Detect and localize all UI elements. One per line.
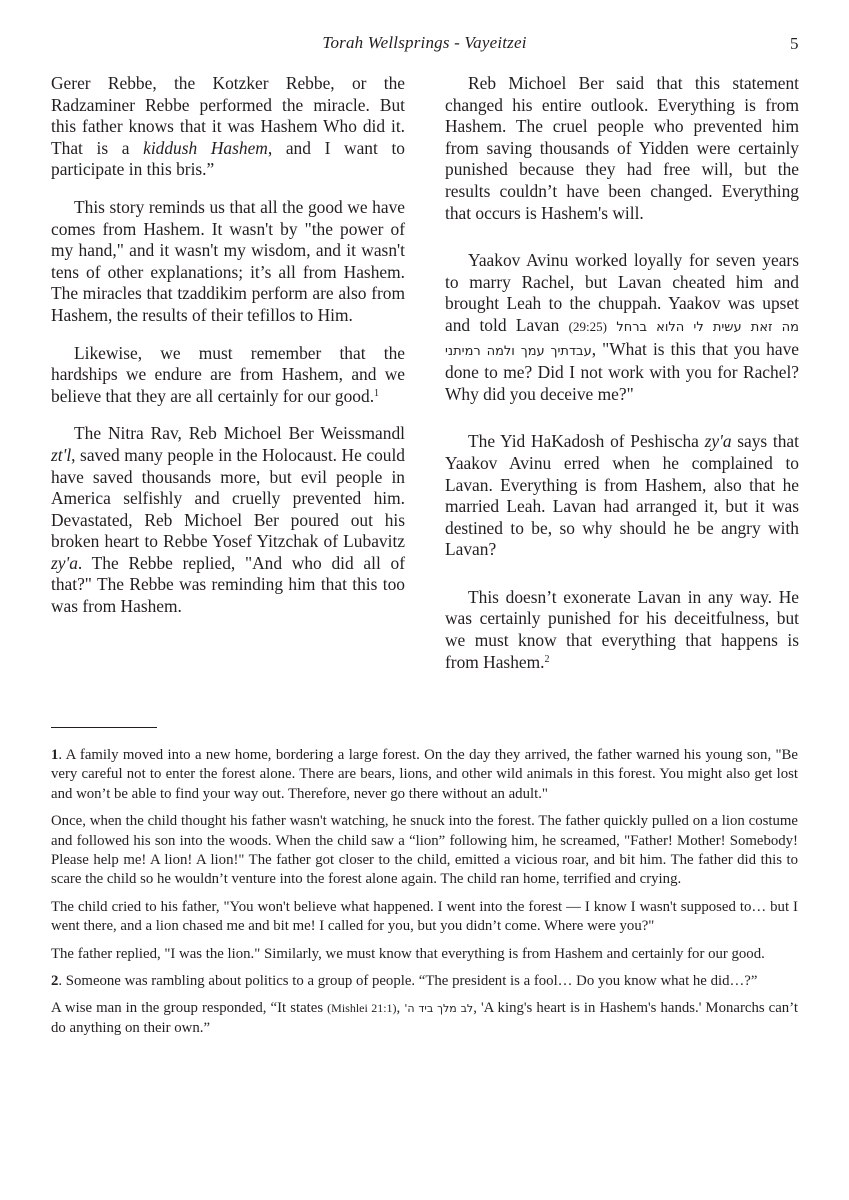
text: Likewise, we must remember that the hardships we endure are from Hashem, and we believe that they are all certainly for our good. [51, 342, 405, 406]
italic-term: zy'a [51, 552, 78, 573]
hebrew-quote: לב מלך ביד ה' [404, 1002, 474, 1016]
text: , [396, 1000, 405, 1017]
paragraph [445, 250, 799, 405]
footnote-ref-1[interactable]: 1 [374, 387, 380, 399]
footnote-ref-2[interactable]: 2 [544, 653, 550, 665]
text: The Yid HaKadosh of Peshischa [468, 431, 705, 452]
text: This doesn’t exonerate Lavan in any way. He was certainly punished for his deceitfulness, but we must know that everything that happens is from Hashem. [445, 586, 799, 672]
text: The Nitra Rav, Reb Michoel Ber Weissmandl [74, 423, 405, 444]
header-title: Torah Wellsprings - Vayeitzei [322, 33, 527, 52]
footnote-number: 1 [51, 747, 59, 763]
page-number: 5 [790, 34, 799, 53]
text: , 'A king's heart is in Hashem's hands.' Monarchs can’t do anything on their own.” [51, 1000, 798, 1036]
text: Yaakov Avinu worked loyally for seven years to marry Rachel, but Lavan cheated him and brought Leah to the chuppah. Yaakov was upset and told Lavan [445, 250, 799, 335]
running-header [0, 33, 849, 57]
citation: (29:25) [568, 318, 607, 334]
footnote-divider [51, 727, 157, 728]
text: Gerer Rebbe, the Kotzker Rebbe, or the Radzaminer Rebbe performed the miracle. But this father knows that it was Hashem Who did it. That is a [51, 73, 405, 158]
footnote-paragraph: The father replied, "I was the lion." Similarly, we must know that everything is from Hashem and certainly for our good. [51, 945, 765, 962]
footnotes [51, 746, 798, 1046]
footnote-number: 2 [51, 973, 59, 990]
italic-term: zy'a [704, 431, 732, 452]
text: says that Yaakov Avinu erred when he complained to Lavan. Everything is from Hashem, also that he married Leah. Lavan had arranged it, but it was destined to be, so why should he be angry with Lavan? [445, 431, 799, 560]
text: . A family moved into a new home, bordering a large forest. On the day they arrived, the father warned his young son, "Be very careful not to enter the forest alone. There are bears, lions, and other wild animals in this forest. You might also get lost and won’t be able to find your way out. Therefore, never go there without an adult." [51, 747, 798, 802]
text: , and I want to participate in this bris.” [51, 137, 405, 180]
footnote-paragraph [51, 999, 798, 1038]
paragraph [51, 423, 405, 617]
footnote-paragraph: Once, when the child thought his father wasn't watching, he snuck into the forest. The father quickly pulled on a lion costume and followed his son into the woods. When the child saw a “lion” following him, he screamed, "Father! Mother! Somebody! Please help me! A lion! A lion!" The father got closer to the child, emitted a vicious roar, and bit him. The father did this to scare the child so he wouldn’t venture into the forest alone again. The child ran home, terrified and crying. [51, 813, 798, 888]
footnote-1 [51, 746, 798, 804]
italic-term: kiddush Hashem [143, 137, 268, 158]
footnote-2 [51, 972, 798, 991]
left-column [51, 73, 405, 632]
footnote-paragraph: The child cried to his father, "You won't believe what happened. I went into the forest — I know I wasn't supposed to… but I went there, and a lion chased me and bit me! I called for you, but you didn’t come. Where were you?" [51, 898, 798, 935]
paragraph: This story reminds us that all the good we have comes from Hashem. It wasn't by "the power of my hand," and it wasn't my wisdom, and it wasn't tens of other explanations; it’s all from Hashem. The miracles that tzaddikim perform are also from Hashem, the results of their tefillos to Him. [51, 196, 405, 325]
paragraph: Reb Michoel Ber said that this statement changed his entire outlook. Everything is from Hashem. The cruel people who prevented him from saving thousands of Yidden were certainly punished because they had free will, but the results couldn’t have been changed. Everything that occurs is Hashem's will. [445, 73, 799, 223]
paragraph [445, 587, 799, 673]
text: . The Rebbe replied, "And who did all of that?" The Rebbe was reminding him that this too was from Hashem. [51, 552, 405, 617]
paragraph [51, 73, 405, 181]
paragraph [51, 343, 405, 408]
text: A wise man in the group responded, “It states [51, 1000, 328, 1017]
text: , "What is this that you have done to me? Did I not work with you for Rachel? Why did you deceive me?" [445, 338, 799, 404]
italic-term: zt'l [51, 444, 72, 465]
paragraph [445, 431, 799, 561]
hebrew-quote: מה זאת עשית לי הלוא ברחל עבדתיך עמך ולמה רמיתני [445, 319, 799, 359]
text: . Someone was rambling about politics to a group of people. “The president is a fool… Do you know what he did…?” [58, 973, 758, 990]
right-column [445, 73, 799, 687]
citation: (Mishlei 21:1) [327, 1001, 397, 1016]
text: , saved many people in the Holocaust. He could have saved thousands more, but evil people in America selfishly and cruelly prevented him. Devastated, Reb Michoel Ber poured out his broken heart to Rebbe Yosef Yitzchak of Lubavitz [51, 444, 405, 552]
